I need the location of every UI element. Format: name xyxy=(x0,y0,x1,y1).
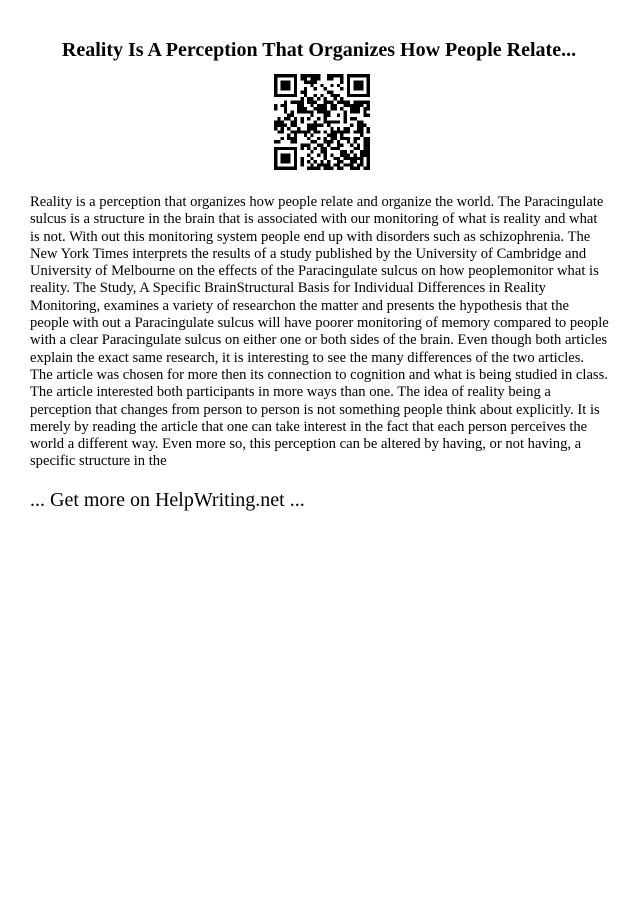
document-body: Reality is a perception that organizes how people relate and organize the world. The Paracingulate sulcus is a structure in the brain that is associated with our monitoring of what is reality and what is not. With out this monitoring system people end up with disorders such as schizophrenia. The New York Times interprets the results of a study published by the University of Cambridge and University of Melbourne on the effects of the Paracingulate sulcus on how peoplemonitor what is reality. The Study, A Specific BrainStructural Basis for Individual Differences in Reality Monitoring, examines a variety of researchon the matter and presents the hypothesis that the people with out a Paracingulate sulcus will have poorer monitoring of memory compared to people with a clear Paracingulate sulcus on either one or both sides of the brain. Even though both articles explain the exact same research, it is interesting to see the many differences of the two articles. The article was chosen for more then its connection to cognition and what is being studied in class. The article interested both participants in more ways than one. The idea of reality being a perception that changes from person to person is not something people think about explicitly. It is merely by reading the article that one can take interest in the fact that each person perceives the world a different way. Even more so, this perception can be altered by having, or not having, a specific structure in the xyxy=(30,194,609,470)
qr-code-icon[interactable] xyxy=(274,74,370,170)
get-more-link[interactable]: ... Get more on HelpWriting.net ... xyxy=(30,489,305,511)
document-title: Reality Is A Perception That Organizes How People Relate... xyxy=(61,39,577,61)
